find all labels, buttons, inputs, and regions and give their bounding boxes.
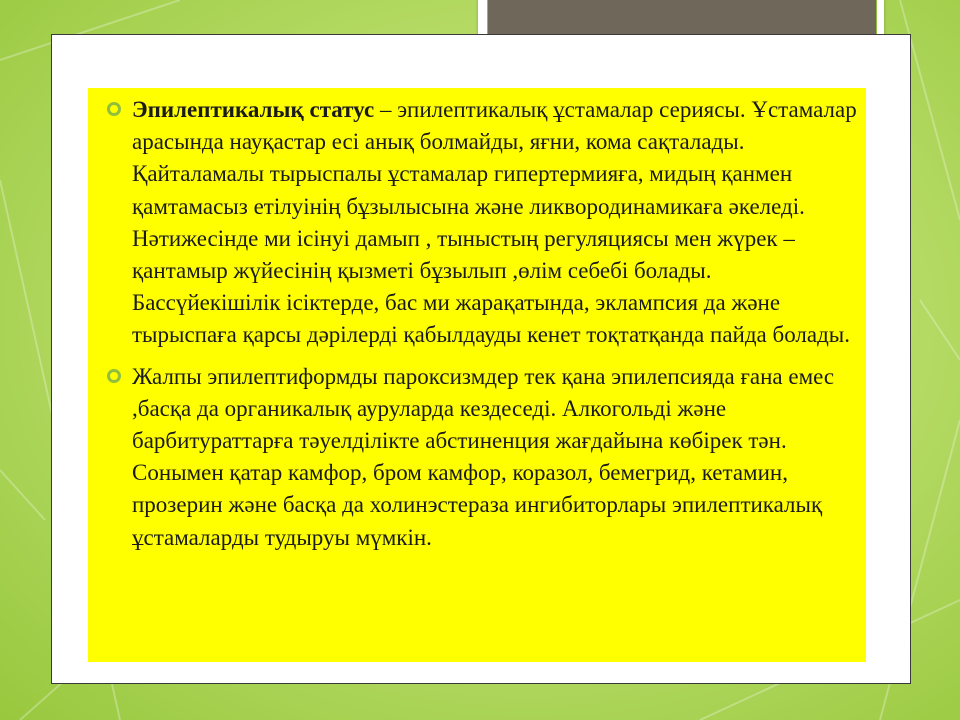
bullet-text: Жалпы эпилептиформды пароксизмдер тек қана эпилепсияда ғана емес ,басқа да органикалық ауруларда кездеседі. Алкогольді және барбитураттарға тәуелділікте абстиненция жағдайына көбірек тән. Сонымен қатар камфор, бром камфор, коразол, бемегрид, кетамин, прозерин және басқа да холинэстераза ингибиторлары эпилептикалық ұстамаларды тудыруы мүмкін. (132, 363, 835, 550)
bullet-item (106, 361, 858, 554)
ring-bullet-icon (106, 101, 122, 117)
bullet-list (106, 94, 858, 563)
ring-bullet-icon (106, 368, 122, 384)
bullet-bold-lead: Эпилептикалық статус (132, 97, 375, 122)
bullet-text: – эпилептикалық ұстамалар сериясы. Ұстамалар арасында науқастар есі анық болмайды, яғни, кома сақталады. Қайталамалы тырыспалы ұстамалар гипертермияға, мидың қанмен қамтамасыз етілуінің бұзылысына және ликвородинамикаға әкеледі. Нәтижесінде ми ісінуі дамып , тыныстың регуляциясы мен жүрек – қантамыр жүйесінің қызметі бұзылып ,өлім себебі болады. Бассүйекішілік ісіктерде, бас ми жарақатында, эклампсия да және тырыспаға қарсы дәрілерді қабылдауды кенет тоқтатқанда пайда болады. (132, 97, 857, 348)
bullet-item (106, 94, 858, 352)
